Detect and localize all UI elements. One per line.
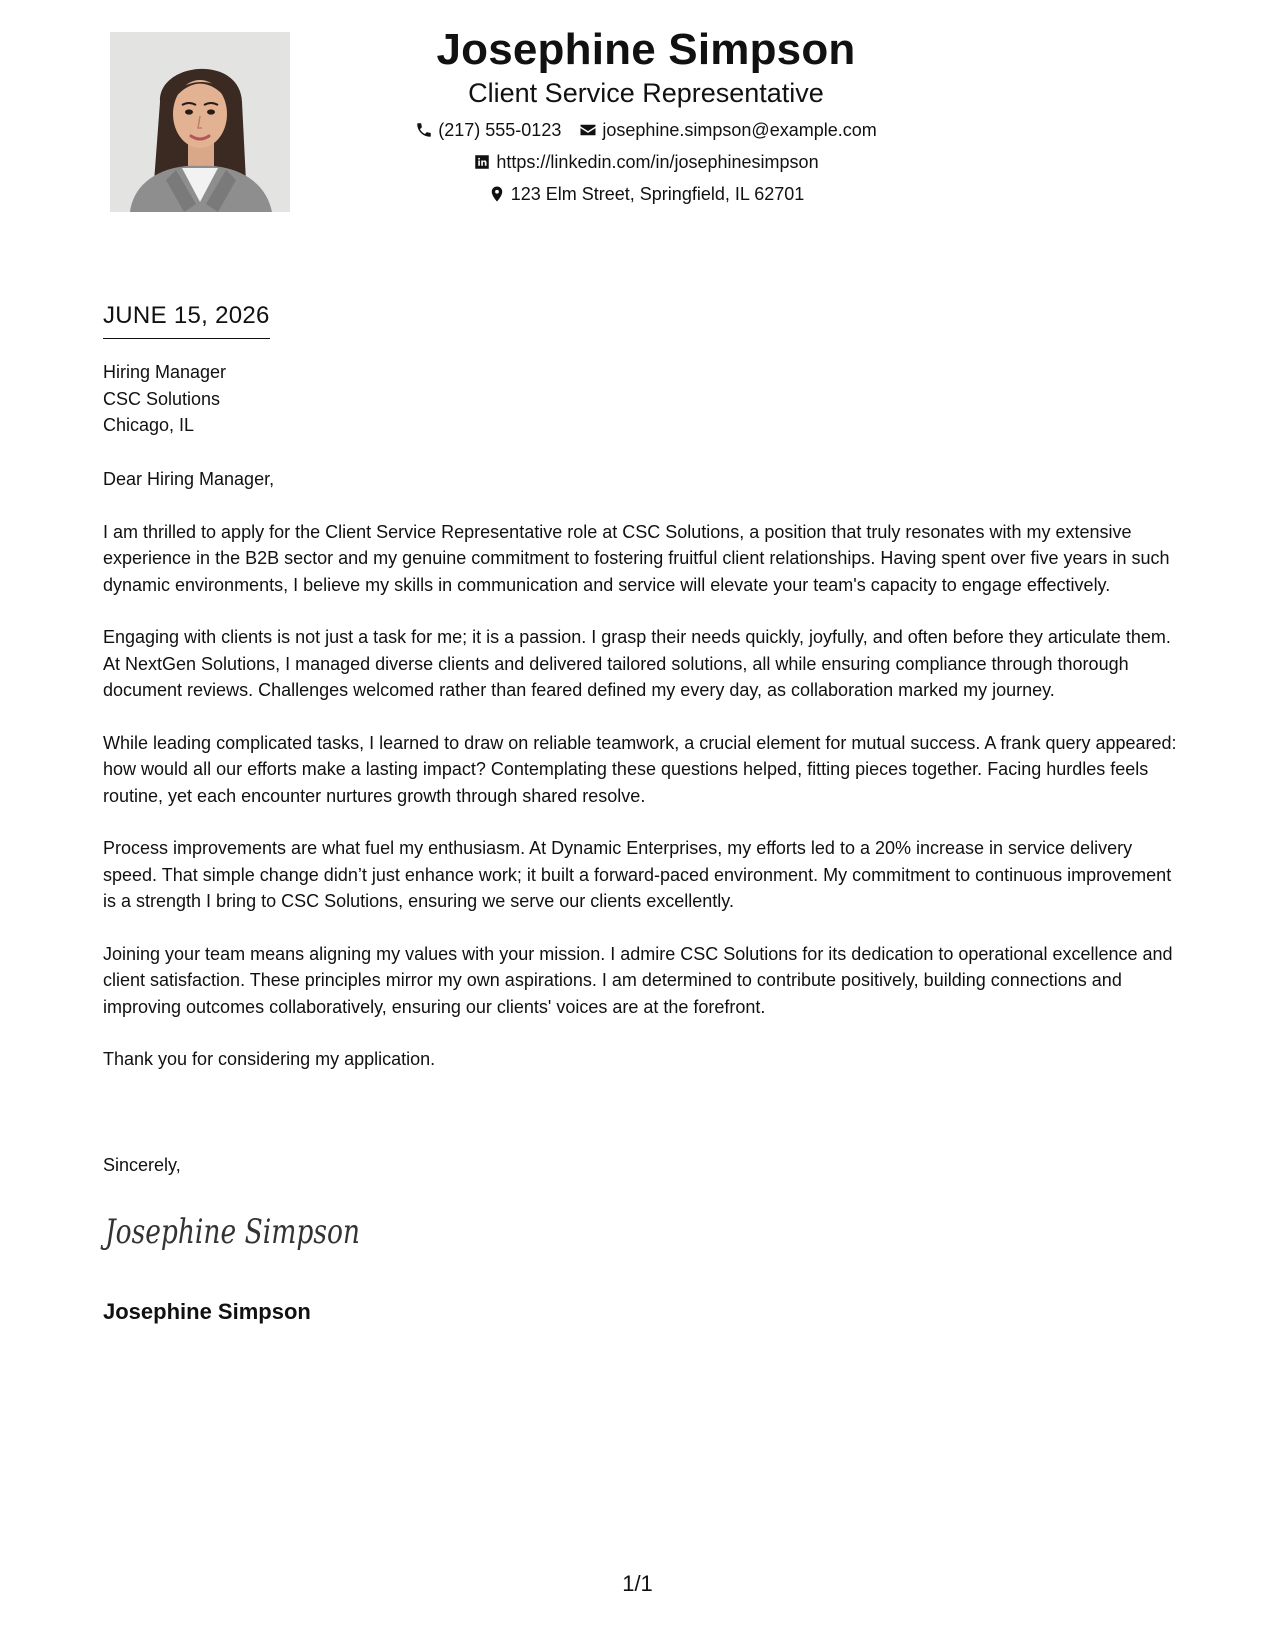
profile-photo (110, 32, 290, 212)
recipient-line: CSC Solutions (103, 388, 221, 409)
address-text: 123 Elm Street, Springfield, IL 62701 (510, 184, 805, 204)
closing: Sincerely, (103, 1155, 181, 1175)
email-text: josephine.simpson@example.com (602, 120, 877, 140)
map-marker-icon (488, 185, 506, 203)
signature-text: Josephine Simpson (100, 1212, 361, 1252)
letter-date-block (103, 300, 270, 339)
handwritten-signature (100, 1205, 363, 1255)
recipient-line: Chicago, IL (103, 415, 195, 435)
phone-icon (415, 121, 433, 139)
address-contact (488, 182, 805, 206)
candidate-name: Josephine Simpson (436, 25, 856, 74)
body-paragraph: While leading complicated tasks, I learned to draw on reliable teamwork, a crucial element for mutual success. A frank query appeared: how would all our efforts make a lasting impact? Contemplating these questions helped, fitting pieces together. Facing hurdles feels routine, yet each encounter nurtures growth through shared resolve. (103, 732, 1177, 806)
linkedin-contact[interactable] (473, 150, 818, 174)
body-paragraph: I am thrilled to apply for the Client Service Representative role at CSC Solutions, a position that truly resonates with my extensive experience in the B2B sector and my genuine commitment to fostering fruitful client relationships. Having spent over five years in such dynamic environments, I believe my skills in communication and service will elevate your team's capacity to engage effectively. (103, 521, 1170, 595)
email-contact[interactable] (579, 118, 876, 142)
letter-body (103, 466, 1178, 1099)
body-paragraph: Process improvements are what fuel my enthusiasm. At Dynamic Enterprises, my efforts led to a 20% increase in service delivery speed. That simple change didn’t just enhance work; it built a forward-paced environment. My commitment to continuous improvement is a strength I bring to CSC Solutions, ensuring we serve our clients excellently. (103, 838, 1172, 911)
salutation: Dear Hiring Manager, (103, 469, 275, 489)
signer-name: Josephine Simpson (103, 1299, 311, 1324)
phone-text: (217) 555-0123 (438, 120, 562, 140)
body-paragraph: Engaging with clients is not just a task for me; it is a passion. I grasp their needs quickly, joyfully, and often before they articulate them. At NextGen Solutions, I managed diverse clients and delivered tailored solutions, all while ensuring compliance through thorough document reviews. Challenges welcomed rather than feared defined my every day, as collaboration marked my journey. (103, 627, 1171, 700)
portrait-illustration (110, 32, 290, 212)
recipient-block (103, 359, 226, 439)
resume-header (340, 22, 952, 206)
candidate-title: Client Service Representative (468, 78, 824, 108)
phone-contact[interactable] (415, 118, 561, 142)
body-paragraph: Joining your team means aligning my values with your mission. I admire CSC Solutions for its dedication to operational excellence and client satisfaction. These principles mirror my own aspirations. I am determined to contribute positively, building connections and improving outcomes collaboratively, ensuring our clients' voices are at the forefront. (103, 943, 1173, 1017)
contact-row-address (340, 182, 952, 206)
recipient-line: Hiring Manager (103, 362, 227, 382)
contact-row-linkedin (340, 150, 952, 174)
envelope-icon (579, 121, 597, 139)
linkedin-text: https://linkedin.com/in/josephinesimpson (496, 152, 819, 172)
body-paragraph: Thank you for considering my application. (103, 1049, 436, 1069)
contact-row-primary (340, 118, 952, 142)
letter-date: JUNE 15, 2026 (103, 300, 270, 339)
linkedin-icon (473, 153, 491, 171)
page-number: 1/1 (622, 1571, 653, 1596)
